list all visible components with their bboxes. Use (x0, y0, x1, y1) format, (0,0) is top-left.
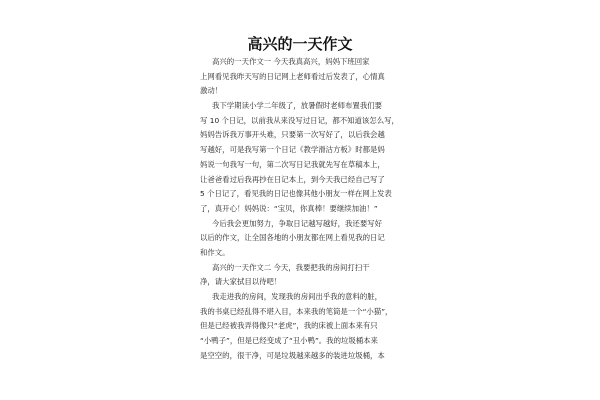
text-line: 以后的作文，让全国各地的小朋友都在网上看见我的日记 (200, 233, 385, 243)
text-line: 了，真开心！妈妈说：“宝贝，你真棒！要继续加油！” (200, 203, 378, 213)
text-line: 上网看见我昨天写的日记网上老师看过后发表了，心情真 (200, 71, 385, 81)
text-line: 高兴的一天作文二 今天，我要把我的房间打扫干 (212, 262, 370, 272)
text-line: 高兴的一天作文一 今天我真高兴，妈妈下班回家 (212, 57, 370, 66)
text-line: 和作文。 (200, 247, 230, 257)
text-line: 妈妈告诉我万事开头难，只要第一次写好了，以后我会越 (200, 130, 385, 140)
text-line: 妈说一句我写一句，第二次写日记我就先写在草稿本上， (200, 159, 385, 169)
text-line: 净，请大家拭目以待吧！ (200, 277, 282, 287)
text-line: 5 个日记了，看见我的日记也像其他小朋友一样在网上发表 (200, 189, 392, 199)
text-line: 我下学期读小学二年级了，放暑假时老师布置我们要 (212, 101, 382, 111)
text-line: 我的书桌已经乱得不堪入目，本来我的笔筒是一个“小猫”， (200, 306, 393, 316)
text-line: “小鸭子”，但是已经变成了“丑小鸭”。我的垃圾桶本来 (200, 336, 378, 346)
text-line: 写越好，可是我写第一个日记《教学滑沽方板》时都是妈 (200, 145, 385, 155)
text-line: 是空空的，很干净，可是垃圾越来越多的装进垃圾桶，本 (200, 350, 385, 360)
text-line: 激动！ (200, 86, 223, 96)
document-title: 高兴的一天作文 (247, 35, 353, 53)
text-line: 我走进我的房间，发现我的房间出乎我的意料的脏， (212, 292, 382, 301)
text-line: 但是已经被我弄得像只“老虎”，我的床被上面本来有只 (200, 321, 378, 331)
document-body (200, 55, 440, 363)
text-line: 今后我会更加努力，争取日记越写越好，我还要写好 (212, 218, 382, 228)
text-line: 写 10 个日记，以前我从来没写过日记，都不知道该怎么写， (200, 115, 399, 125)
text-line: 让爸爸看过后我再抄在日记本上，到今天我已经自己写了 (200, 174, 385, 184)
